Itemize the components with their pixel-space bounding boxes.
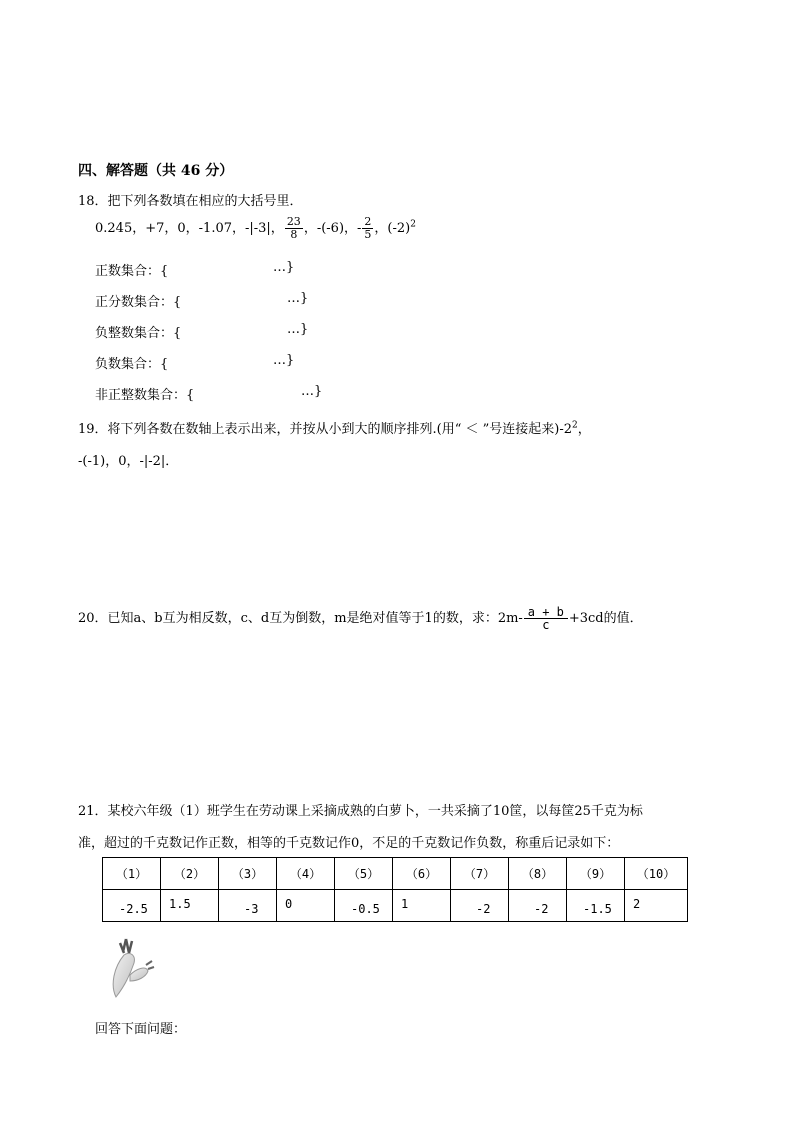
set-non-positive-integer: 非正整数集合：{ …}: [95, 384, 323, 403]
table-cell: 0: [277, 890, 335, 922]
fraction-a-plus-b-over-c: $\frac{a + b}{c}$: [524, 606, 568, 631]
table-header-cell: （9）: [567, 858, 625, 890]
table-cell: 1.5: [161, 890, 219, 922]
table-cell: -2: [451, 890, 509, 922]
table-cell: -3: [219, 890, 277, 922]
set-positive-fraction: 正分数集合：{ …}: [95, 291, 309, 310]
table-cell: -2.5: [103, 890, 161, 922]
number-list-part-c: ，(-2): [374, 221, 411, 236]
section-title: 四、解答题（共 46 分）: [78, 163, 234, 179]
fraction-2-5: $\frac{2}{5}$: [364, 215, 372, 241]
table-header-cell: （4）: [277, 858, 335, 890]
table-value-row: [103, 890, 688, 922]
exponent: 2: [410, 219, 416, 230]
number-list-part-b: ，-(-6)，-: [303, 221, 362, 236]
table-header-cell: （5）: [335, 858, 393, 890]
set-negative: 负数集合：{ …}: [95, 353, 295, 372]
number-list-part-a: 0.245，+7，0，-1.07，-|-3|，: [95, 221, 284, 236]
table-header-cell: （7）: [451, 858, 509, 890]
q21-line2: 准，超过的千克数记作正数，相等的千克数记作0，不足的千克数记作负数，称重后记录如下：: [78, 836, 620, 851]
weight-record-table: [102, 857, 688, 922]
table-cell: -1.5: [567, 890, 625, 922]
set-positive: 正数集合：{ …}: [95, 260, 295, 279]
table-header-cell: （6）: [393, 858, 451, 890]
table-header-cell: （10）: [625, 858, 688, 890]
radish-icon: [96, 935, 156, 1003]
table-cell: -0.5: [335, 890, 393, 922]
table-header-cell: （3）: [219, 858, 277, 890]
q18-number-list: [95, 216, 416, 241]
q18-stem: 18．把下列各数填在相应的大括号里．: [78, 194, 303, 209]
q19-line1: 19．将下列各数在数轴上表示出来，并按从小到大的顺序排列.(用“ ＜ ”号连接起来)$-2^2$，: [78, 420, 591, 437]
q19-line2: -(-1)，0，-|-2|．: [78, 454, 179, 469]
table-header-cell: （1）: [103, 858, 161, 890]
q21-line1: 21．某校六年级（1）班学生在劳动课上采摘成熟的白萝卜，一共采摘了10筐，以每筐25千克为标: [78, 804, 643, 819]
table-header-cell: （8）: [509, 858, 567, 890]
fraction-23-8: $\frac{23}{8}$: [286, 215, 301, 241]
table-cell: -2: [509, 890, 567, 922]
table-cell: 2: [625, 890, 688, 922]
q20-line: 20．已知a、b互为相反数，c、d互为倒数，m是绝对值等于1的数，求：2m- $\frac{a + b}{c}$ +3cd的值．: [78, 605, 643, 632]
q21-answer-prompt: 回答下面问题：: [95, 1022, 187, 1037]
table-header-cell: （2）: [161, 858, 219, 890]
table-header-row: [103, 858, 688, 890]
table-cell: 1: [393, 890, 451, 922]
set-negative-integer: 负整数集合：{ …}: [95, 322, 309, 341]
